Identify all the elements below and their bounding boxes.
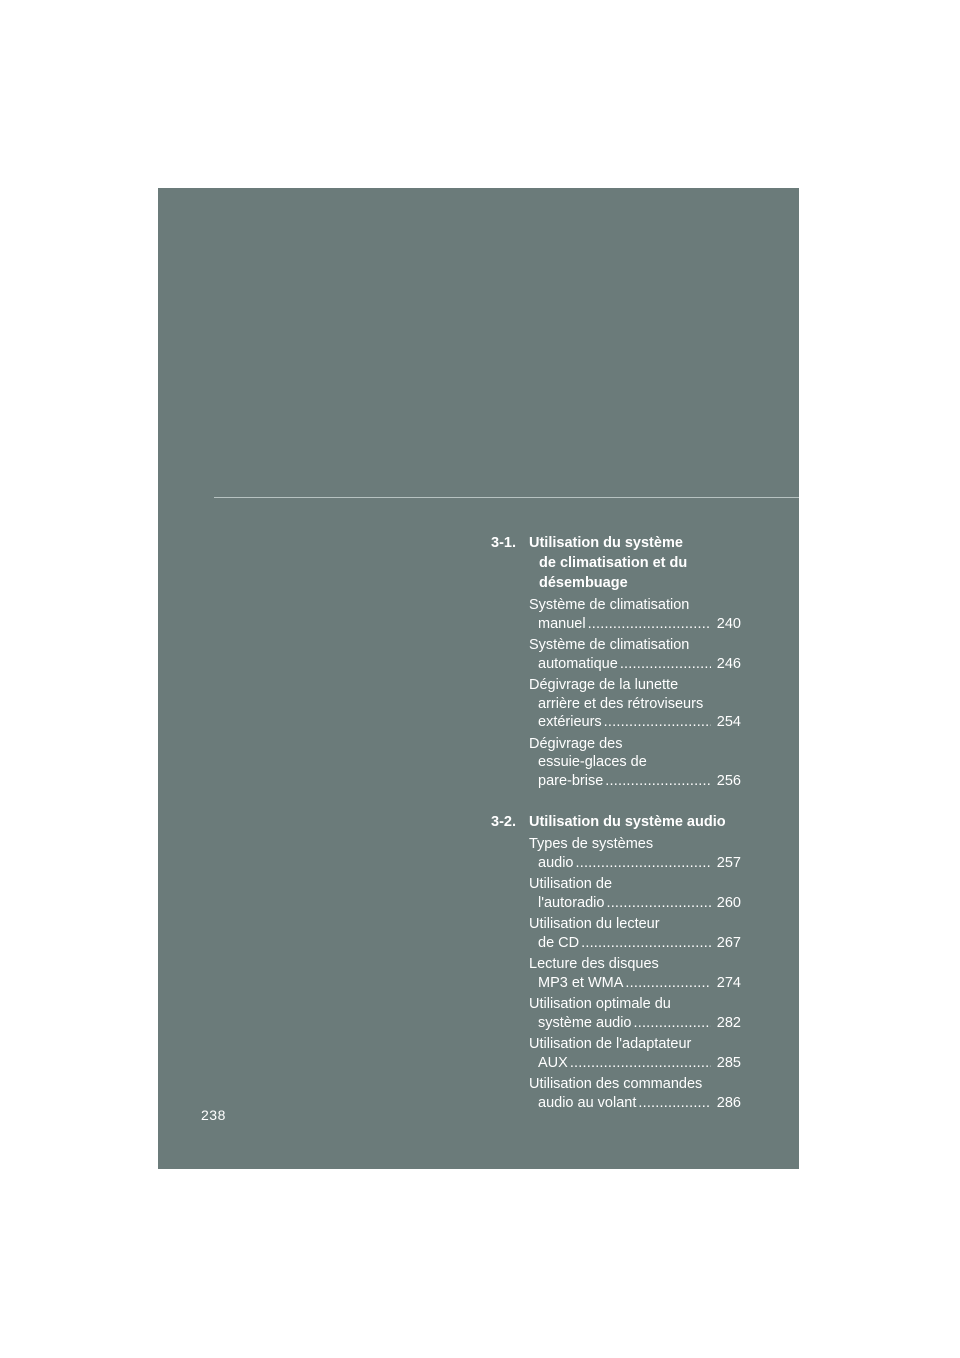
entry-text-line: Lecture des disques bbox=[529, 956, 659, 972]
entry-last-line bbox=[529, 974, 741, 993]
entry-text-line: audio bbox=[538, 854, 574, 871]
dot-leader bbox=[605, 772, 711, 791]
toc-entry[interactable] bbox=[491, 955, 741, 992]
dot-leader bbox=[625, 974, 710, 993]
entry-text-line: essuie-glaces de bbox=[538, 754, 647, 770]
entry-last-line bbox=[529, 894, 741, 913]
section-number: 3-1. bbox=[491, 535, 516, 551]
dot-leader bbox=[570, 1054, 711, 1073]
chapter-panel bbox=[158, 188, 799, 1169]
toc-entry[interactable] bbox=[491, 636, 741, 673]
entry-last-line bbox=[529, 713, 741, 732]
entry-text-line: Utilisation des commandes bbox=[529, 1076, 703, 1092]
entry-text-line: pare-brise bbox=[538, 772, 604, 789]
entry-text-line: Utilisation de l'adaptateur bbox=[529, 1036, 692, 1052]
entry-text-line: système audio bbox=[538, 1014, 632, 1031]
entry-page-number: 254 bbox=[716, 714, 741, 730]
page-number: 238 bbox=[201, 1107, 226, 1123]
entry-page-number: 285 bbox=[716, 1054, 741, 1071]
toc-entry[interactable] bbox=[491, 596, 741, 633]
dot-leader bbox=[620, 655, 711, 674]
section-title-line: Utilisation du système audio bbox=[529, 814, 726, 830]
entry-text-line: Types de systèmes bbox=[529, 836, 654, 852]
entry-page-number: 256 bbox=[716, 772, 741, 789]
entry-page-number: 240 bbox=[716, 615, 741, 632]
section-heading[interactable] bbox=[491, 533, 741, 593]
toc-entry[interactable] bbox=[491, 875, 741, 912]
entry-text-line: Système de climatisation bbox=[529, 597, 690, 613]
entry-page-number: 274 bbox=[716, 974, 741, 991]
entry-last-line bbox=[529, 655, 741, 674]
section-title-line: désembuage bbox=[539, 575, 628, 591]
dot-leader bbox=[581, 934, 711, 953]
toc-entry[interactable] bbox=[491, 676, 741, 732]
toc-entry[interactable] bbox=[491, 735, 741, 791]
toc-entry[interactable] bbox=[491, 995, 741, 1032]
entry-last-line bbox=[529, 772, 741, 791]
entry-text-line: MP3 et WMA bbox=[538, 974, 624, 991]
entry-page-number: 267 bbox=[716, 934, 741, 951]
entry-last-line bbox=[529, 1054, 741, 1073]
entry-last-line bbox=[529, 615, 741, 634]
entry-last-line bbox=[529, 1094, 741, 1113]
section-title-line: Utilisation du système bbox=[529, 535, 683, 551]
entry-text-line: de CD bbox=[538, 934, 580, 951]
entry-text-line: Dégivrage des bbox=[529, 735, 623, 752]
entry-text-line: l'autoradio bbox=[538, 894, 605, 911]
entry-text-line: Système de climatisation bbox=[529, 637, 690, 653]
entry-text-line: AUX bbox=[538, 1054, 568, 1071]
dot-leader bbox=[588, 615, 711, 634]
toc-entry[interactable] bbox=[491, 1075, 741, 1112]
entry-last-line bbox=[529, 854, 741, 873]
toc-section bbox=[491, 812, 741, 1112]
entry-page-number: 282 bbox=[716, 1014, 741, 1031]
section-number: 3-2. bbox=[491, 814, 516, 830]
table-of-contents bbox=[491, 533, 741, 1134]
entry-text-line: arrière et des rétroviseurs bbox=[538, 695, 704, 712]
toc-entry[interactable] bbox=[491, 915, 741, 952]
entry-text-line: extérieurs bbox=[538, 714, 602, 730]
dot-leader bbox=[575, 854, 710, 873]
entry-text-line: Dégivrage de la lunette bbox=[529, 677, 679, 693]
entry-page-number: 246 bbox=[716, 655, 741, 672]
entry-page-number: 260 bbox=[716, 894, 741, 911]
dot-leader bbox=[634, 1014, 711, 1033]
entry-text-line: Utilisation du lecteur bbox=[529, 916, 660, 932]
entry-text-line: audio au volant bbox=[538, 1094, 637, 1111]
dot-leader bbox=[604, 713, 711, 732]
dot-leader bbox=[606, 894, 710, 913]
toc-entry[interactable] bbox=[491, 835, 741, 872]
entry-text-line: Utilisation optimale du bbox=[529, 996, 671, 1012]
toc-section bbox=[491, 533, 741, 790]
entry-last-line bbox=[529, 1014, 741, 1033]
divider-rule bbox=[214, 497, 799, 498]
entry-last-line bbox=[529, 934, 741, 953]
dot-leader bbox=[638, 1094, 710, 1113]
entry-text-line: manuel bbox=[538, 615, 586, 632]
entry-page-number: 257 bbox=[716, 854, 741, 871]
entry-page-number: 286 bbox=[716, 1094, 741, 1111]
section-title-line: de climatisation et du bbox=[539, 555, 688, 571]
toc-entry[interactable] bbox=[491, 1035, 741, 1072]
section-heading[interactable] bbox=[491, 812, 741, 832]
entry-text-line: automatique bbox=[538, 655, 618, 672]
entry-text-line: Utilisation de bbox=[529, 876, 613, 892]
